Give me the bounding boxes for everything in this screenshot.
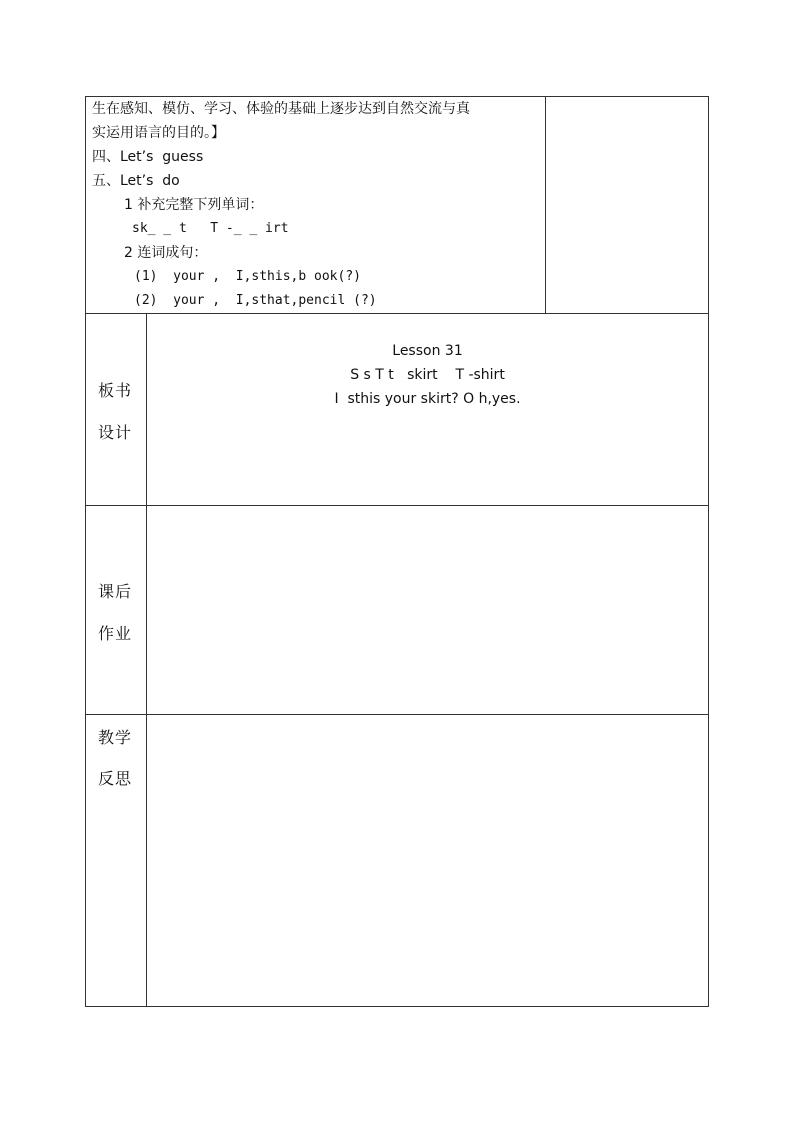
task-2-heading: 2 连词成句：: [124, 245, 208, 261]
task-2-sentence-1: (1) your , I,sthis,b ook(?): [134, 269, 361, 284]
row-divider-2: [85, 505, 709, 506]
reflection-label-line-1: 教学: [98, 728, 133, 747]
row-divider-3: [85, 714, 709, 715]
homework-label-line-1: 课后: [98, 582, 133, 601]
board-lesson-title: Lesson 31: [392, 343, 463, 359]
board-letters-line: S s T t skirt T -shirt: [350, 367, 505, 383]
task-1-heading: 1 补充完整下列单词：: [124, 197, 264, 213]
section-lets-guess: 四、Let’s guess: [92, 149, 204, 165]
board-design-label-line-2: 设计: [98, 423, 133, 442]
top-row-right-divider: [545, 96, 546, 313]
row-divider-1: [85, 313, 709, 314]
homework-label-line-2: 作业: [98, 624, 133, 643]
intro-line-2: 实运用语言的目的。】: [92, 125, 225, 141]
reflection-label-line-2: 反思: [98, 769, 133, 788]
board-design-label-line-1: 板书: [98, 381, 133, 400]
label-column-divider: [146, 313, 147, 1007]
intro-line-1: 生在感知、模仿、学习、体验的基础上逐步达到自然交流与真: [92, 101, 470, 117]
board-sentence-line: I sthis your skirt? O h,yes.: [334, 391, 521, 407]
section-lets-do: 五、Let’s do: [92, 173, 180, 189]
task-2-sentence-2: (2) your , I,sthat,pencil (?): [134, 293, 377, 308]
task-1-words: sk_ _ t T -_ _ irt: [132, 221, 289, 236]
